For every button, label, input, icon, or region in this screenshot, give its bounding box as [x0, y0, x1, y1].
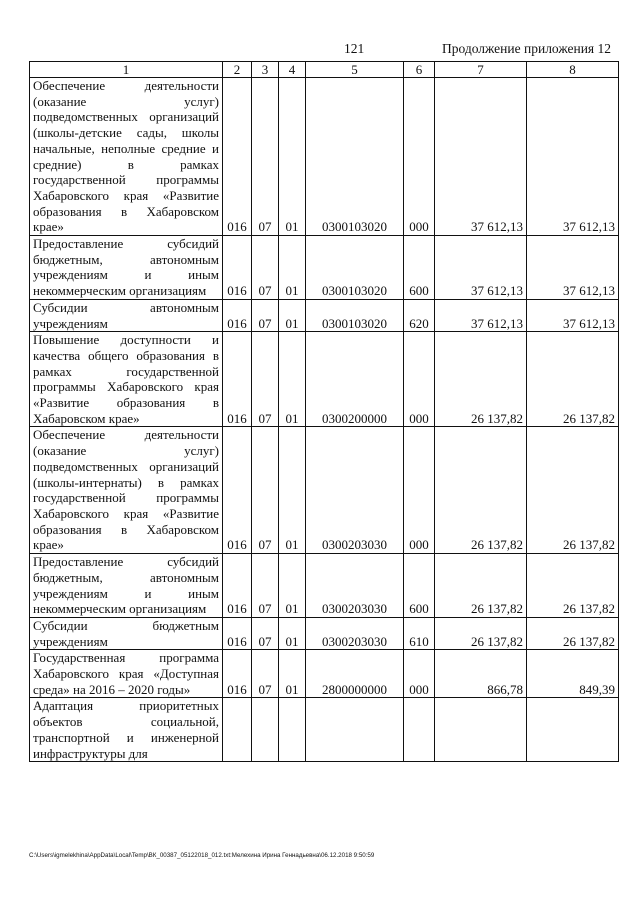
table-row	[30, 650, 619, 698]
table-row	[30, 299, 619, 331]
target-article-code: 0300203030	[306, 617, 404, 649]
row-description: Повышение доступности и качества общего образования в рамках государственной программы Хабаровского края «Развитие образования в Хабаровском крае»	[30, 332, 223, 427]
section-code: 07	[252, 78, 279, 236]
column-header: 1	[30, 62, 223, 78]
amount-col7: 37 612,13	[435, 78, 527, 236]
amount-col7: 26 137,82	[435, 427, 527, 554]
column-header: 3	[252, 62, 279, 78]
amount-col7: 26 137,82	[435, 332, 527, 427]
amount-col8: 37 612,13	[527, 236, 619, 300]
row-description: Субсидии бюджетным учреждениям	[30, 617, 223, 649]
ministry-code: 016	[223, 650, 252, 698]
subsection-code: 01	[279, 236, 306, 300]
amount-col7	[435, 698, 527, 762]
target-article-code: 0300103020	[306, 236, 404, 300]
target-article-code: 0300103020	[306, 78, 404, 236]
expense-type-code: 000	[404, 650, 435, 698]
table-row	[30, 78, 619, 236]
subsection-code: 01	[279, 554, 306, 618]
expense-type-code: 600	[404, 554, 435, 618]
target-article-code: 2800000000	[306, 650, 404, 698]
ministry-code: 016	[223, 78, 252, 236]
target-article-code	[306, 698, 404, 762]
subsection-code: 01	[279, 427, 306, 554]
section-code: 07	[252, 299, 279, 331]
amount-col8: 849,39	[527, 650, 619, 698]
subsection-code: 01	[279, 332, 306, 427]
budget-table	[29, 61, 619, 762]
amount-col7: 26 137,82	[435, 617, 527, 649]
expense-type-code: 000	[404, 332, 435, 427]
table-row	[30, 236, 619, 300]
target-article-code: 0300103020	[306, 299, 404, 331]
table-row	[30, 554, 619, 618]
amount-col7: 26 137,82	[435, 554, 527, 618]
expense-type-code	[404, 698, 435, 762]
column-header: 7	[435, 62, 527, 78]
row-description: Предоставление субсидий бюджетным, автономным учреждениям и иным некоммерческим организациям	[30, 236, 223, 300]
row-description: Обеспечение деятельности (оказание услуг) подведомственных организаций (школы-детские сады, школы начальные, неполные средние и средние) в рамках государственной программы Хабаровского края «Развитие образования в Хабаровском крае»	[30, 78, 223, 236]
expense-type-code: 000	[404, 78, 435, 236]
target-article-code: 0300203030	[306, 427, 404, 554]
amount-col8: 26 137,82	[527, 332, 619, 427]
row-description: Государственная программа Хабаровского края «Доступная среда» на 2016 – 2020 годы»	[30, 650, 223, 698]
section-code: 07	[252, 236, 279, 300]
target-article-code: 0300203030	[306, 554, 404, 618]
subsection-code	[279, 698, 306, 762]
row-description: Обеспечение деятельности (оказание услуг) подведомственных организаций (школы-интернаты) в рамках государственной программы Хабаровского края «Развитие образования в Хабаровском крае»	[30, 427, 223, 554]
expense-type-code: 000	[404, 427, 435, 554]
section-code: 07	[252, 650, 279, 698]
amount-col8: 26 137,82	[527, 554, 619, 618]
amount-col8: 26 137,82	[527, 617, 619, 649]
ministry-code: 016	[223, 617, 252, 649]
row-description: Субсидии автономным учреждениям	[30, 299, 223, 331]
column-header: 4	[279, 62, 306, 78]
amount-col7: 866,78	[435, 650, 527, 698]
table-header-row	[30, 62, 619, 78]
expense-type-code: 620	[404, 299, 435, 331]
section-code: 07	[252, 554, 279, 618]
table-row	[30, 427, 619, 554]
ministry-code: 016	[223, 332, 252, 427]
column-header: 2	[223, 62, 252, 78]
section-code	[252, 698, 279, 762]
expense-type-code: 610	[404, 617, 435, 649]
table-row	[30, 332, 619, 427]
row-description: Предоставление субсидий бюджетным, автономным учреждениям и иным некоммерческим организациям	[30, 554, 223, 618]
amount-col8	[527, 698, 619, 762]
amount-col8: 26 137,82	[527, 427, 619, 554]
section-code: 07	[252, 427, 279, 554]
section-code: 07	[252, 332, 279, 427]
ministry-code: 016	[223, 299, 252, 331]
subsection-code: 01	[279, 78, 306, 236]
section-code: 07	[252, 617, 279, 649]
subsection-code: 01	[279, 299, 306, 331]
appendix-continuation-label: Продолжение приложения 12	[442, 41, 612, 56]
page-number: 121	[344, 41, 365, 56]
column-header: 5	[306, 62, 404, 78]
amount-col8: 37 612,13	[527, 299, 619, 331]
ministry-code: 016	[223, 427, 252, 554]
amount-col7: 37 612,13	[435, 299, 527, 331]
ministry-code: 016	[223, 236, 252, 300]
subsection-code: 01	[279, 617, 306, 649]
expense-type-code: 600	[404, 236, 435, 300]
amount-col8: 37 612,13	[527, 78, 619, 236]
column-header: 8	[527, 62, 619, 78]
ministry-code: 016	[223, 554, 252, 618]
amount-col7: 37 612,13	[435, 236, 527, 300]
subsection-code: 01	[279, 650, 306, 698]
table-row	[30, 698, 619, 762]
row-description: Адаптация приоритетных объектов социальной, транспортной и инженерной инфраструктуры для	[30, 698, 223, 762]
ministry-code	[223, 698, 252, 762]
footer-file-path: C:\Users\igmelekhina\AppData\Local\Temp\ВК_00387_05122018_012.txt:Мелехина Ирина Геннадьевна\06.12.2018 9:50:59	[29, 852, 375, 859]
column-header: 6	[404, 62, 435, 78]
table-row	[30, 617, 619, 649]
target-article-code: 0300200000	[306, 332, 404, 427]
